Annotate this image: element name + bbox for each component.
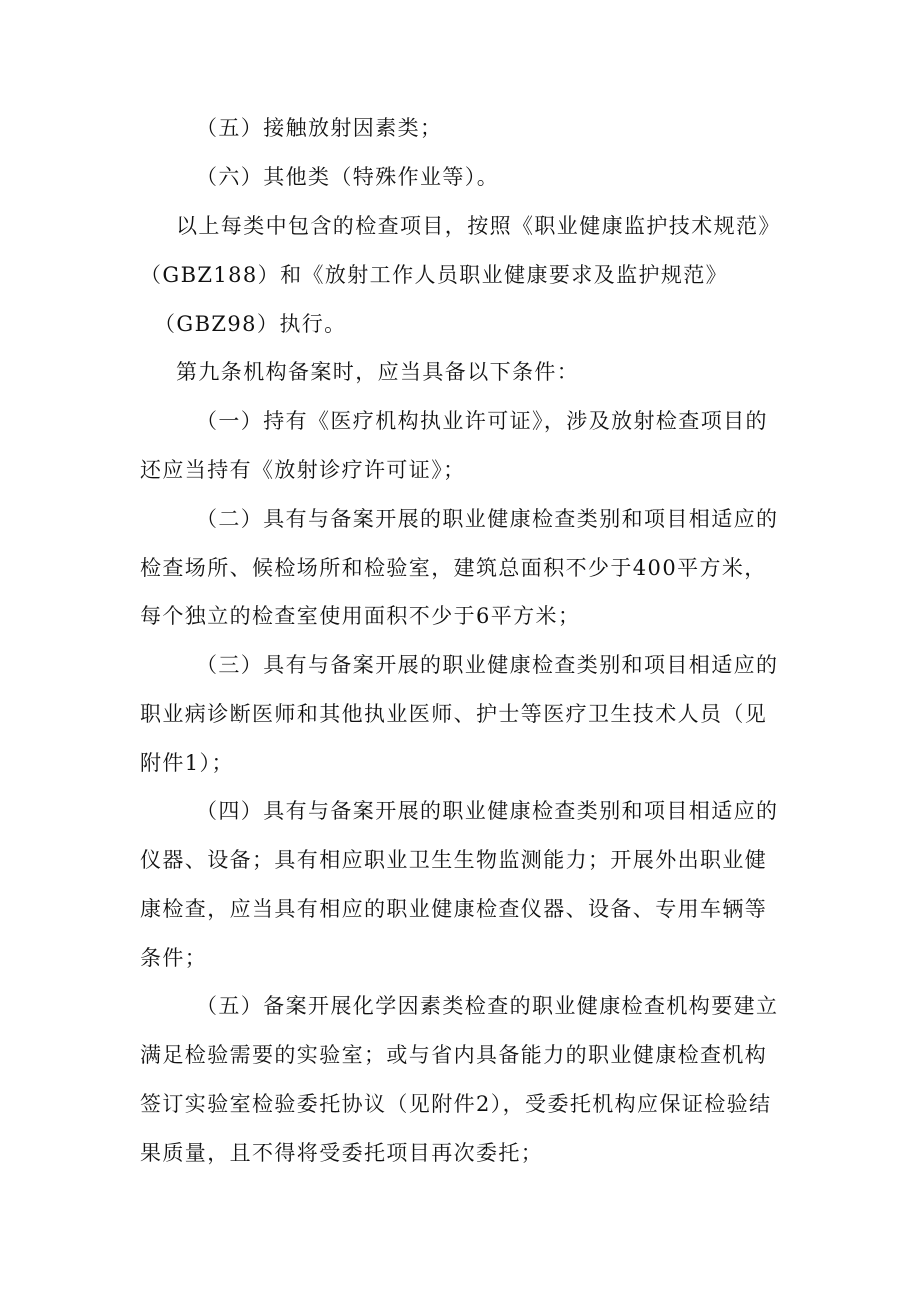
text-line: 第九条机构备案时，应当具备以下条件： [176, 360, 580, 384]
text-line: （GBZ98）执行。 [154, 312, 347, 336]
text-line: 检查场所、候检场所和检验室，建筑总面积不少于400平方米， [140, 556, 767, 580]
text-line: （GBZ188）和《放射工作人员职业健康要求及监护规范》 [140, 263, 729, 287]
text-line: 满足检验需要的实验室；或与省内具备能力的职业健康检查机构 [140, 1043, 768, 1067]
text-line: （三）具有与备案开展的职业健康检查类别和项目相适应的 [196, 653, 779, 677]
text-line: （五）接触放射因素类； [196, 116, 443, 140]
text-line: 果质量，且不得将受委托项目再次委托； [140, 1141, 544, 1165]
text-line: 以上每类中包含的检查项目，按照《职业健康监护技术规范》 [176, 214, 781, 238]
text-line: 附件1）； [140, 751, 234, 775]
text-line: 职业病诊断医师和其他执业医师、护士等医疗卫生技术人员（见 [140, 702, 768, 726]
text-line: （一）持有《医疗机构执业许可证》，涉及放射检查项目的 [196, 409, 768, 433]
text-line: （四）具有与备案开展的职业健康检查类别和项目相适应的 [196, 799, 779, 823]
text-line: 仪器、设备；具有相应职业卫生生物监测能力；开展外出职业健 [140, 848, 768, 872]
text-line: 还应当持有《放射诊疗许可证》； [140, 458, 466, 482]
text-line: （二）具有与备案开展的职业健康检查类别和项目相适应的 [196, 507, 779, 531]
text-line: 条件； [140, 946, 208, 970]
text-line: （六）其他类（特殊作业等）。 [196, 165, 500, 189]
text-line: 每个独立的检查室使用面积不少于6平方米； [140, 604, 581, 628]
text-line: 康检查，应当具有相应的职业健康检查仪器、设备、专用车辆等 [140, 897, 768, 921]
text-line: 签订实验室检验委托协议（见附件2），受委托机构应保证检验结 [140, 1092, 772, 1116]
text-line: （五）备案开展化学因素类检查的职业健康检查机构要建立 [196, 994, 779, 1018]
